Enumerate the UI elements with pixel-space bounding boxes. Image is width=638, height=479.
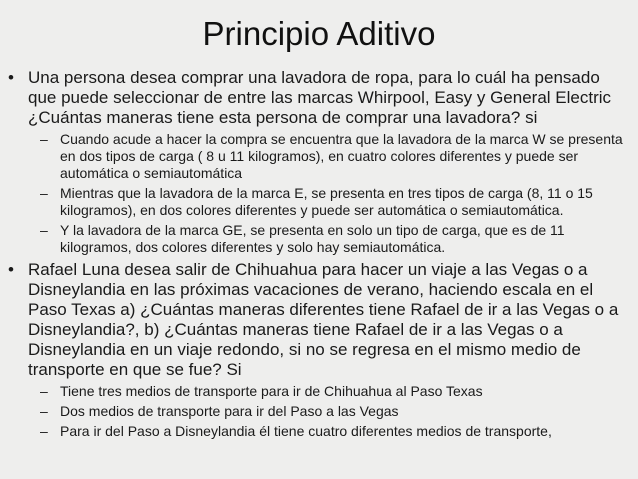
dash-marker: – — [40, 131, 48, 147]
sub-bullet-text: Tiene tres medios de transporte para ir de Chihuahua al Paso Texas — [60, 383, 483, 399]
bullet-item — [0, 260, 638, 380]
sub-bullet-item — [0, 403, 638, 420]
bullet-marker: • — [8, 260, 14, 279]
dash-marker: – — [40, 383, 48, 399]
sub-bullet-text: Mientras que la lavadora de la marca E, se presenta en tres tipos de carga (8, 11 o 15 kilogramos), en dos colores diferentes y puede ser automática o semiautomática. — [60, 185, 593, 218]
dash-marker: – — [40, 222, 48, 238]
bullet-item — [0, 68, 638, 128]
sub-bullet-item — [0, 185, 638, 219]
sub-bullet-text: Dos medios de transporte para ir del Paso a las Vegas — [60, 403, 399, 419]
dash-marker: – — [40, 185, 48, 201]
sub-bullet-text: Cuando acude a hacer la compra se encuentra que la lavadora de la marca W se presenta en dos tipos de carga ( 8 u 11 kilogramos), en cuatro colores diferentes y puede ser automática o semiautomática — [60, 131, 623, 181]
sub-bullet-item — [0, 383, 638, 400]
bullet-marker: • — [8, 68, 14, 87]
sub-bullet-text: Para ir del Paso a Disneylandia él tiene cuatro diferentes medios de transporte, — [60, 423, 552, 439]
bullet-text: Rafael Luna desea salir de Chihuahua para hacer un viaje a las Vegas o a Disneylandia en las próximas vacaciones de verano, haciendo escala en el Paso Texas a) ¿Cuántas maneras diferentes tiene Rafael de ir a las Vegas o a Disneylandia?, b) ¿Cuántas maneras tiene Rafael de ir a las Vegas o a Disneylandia en un viaje redondo, si no se regresa en el mismo medio de transporte en que se fue? Si — [28, 260, 619, 379]
dash-marker: – — [40, 423, 48, 439]
sub-bullet-item — [0, 222, 638, 256]
slide-title: Principio Aditivo — [202, 15, 436, 52]
dash-marker: – — [40, 403, 48, 419]
sub-bullet-item — [0, 423, 638, 440]
slide-content — [0, 68, 638, 440]
sub-bullet-text: Y la lavadora de la marca GE, se presenta en solo un tipo de carga, que es de 11 kilogramos, dos colores diferentes y solo hay semiautomática. — [60, 222, 565, 255]
bullet-text: Una persona desea comprar una lavadora de ropa, para lo cuál ha pensado que puede seleccionar de entre las marcas Whirpool, Easy y General Electric ¿Cuántas maneras tiene esta persona de comprar una lavadora? si — [28, 68, 612, 127]
sub-bullet-item — [0, 131, 638, 182]
